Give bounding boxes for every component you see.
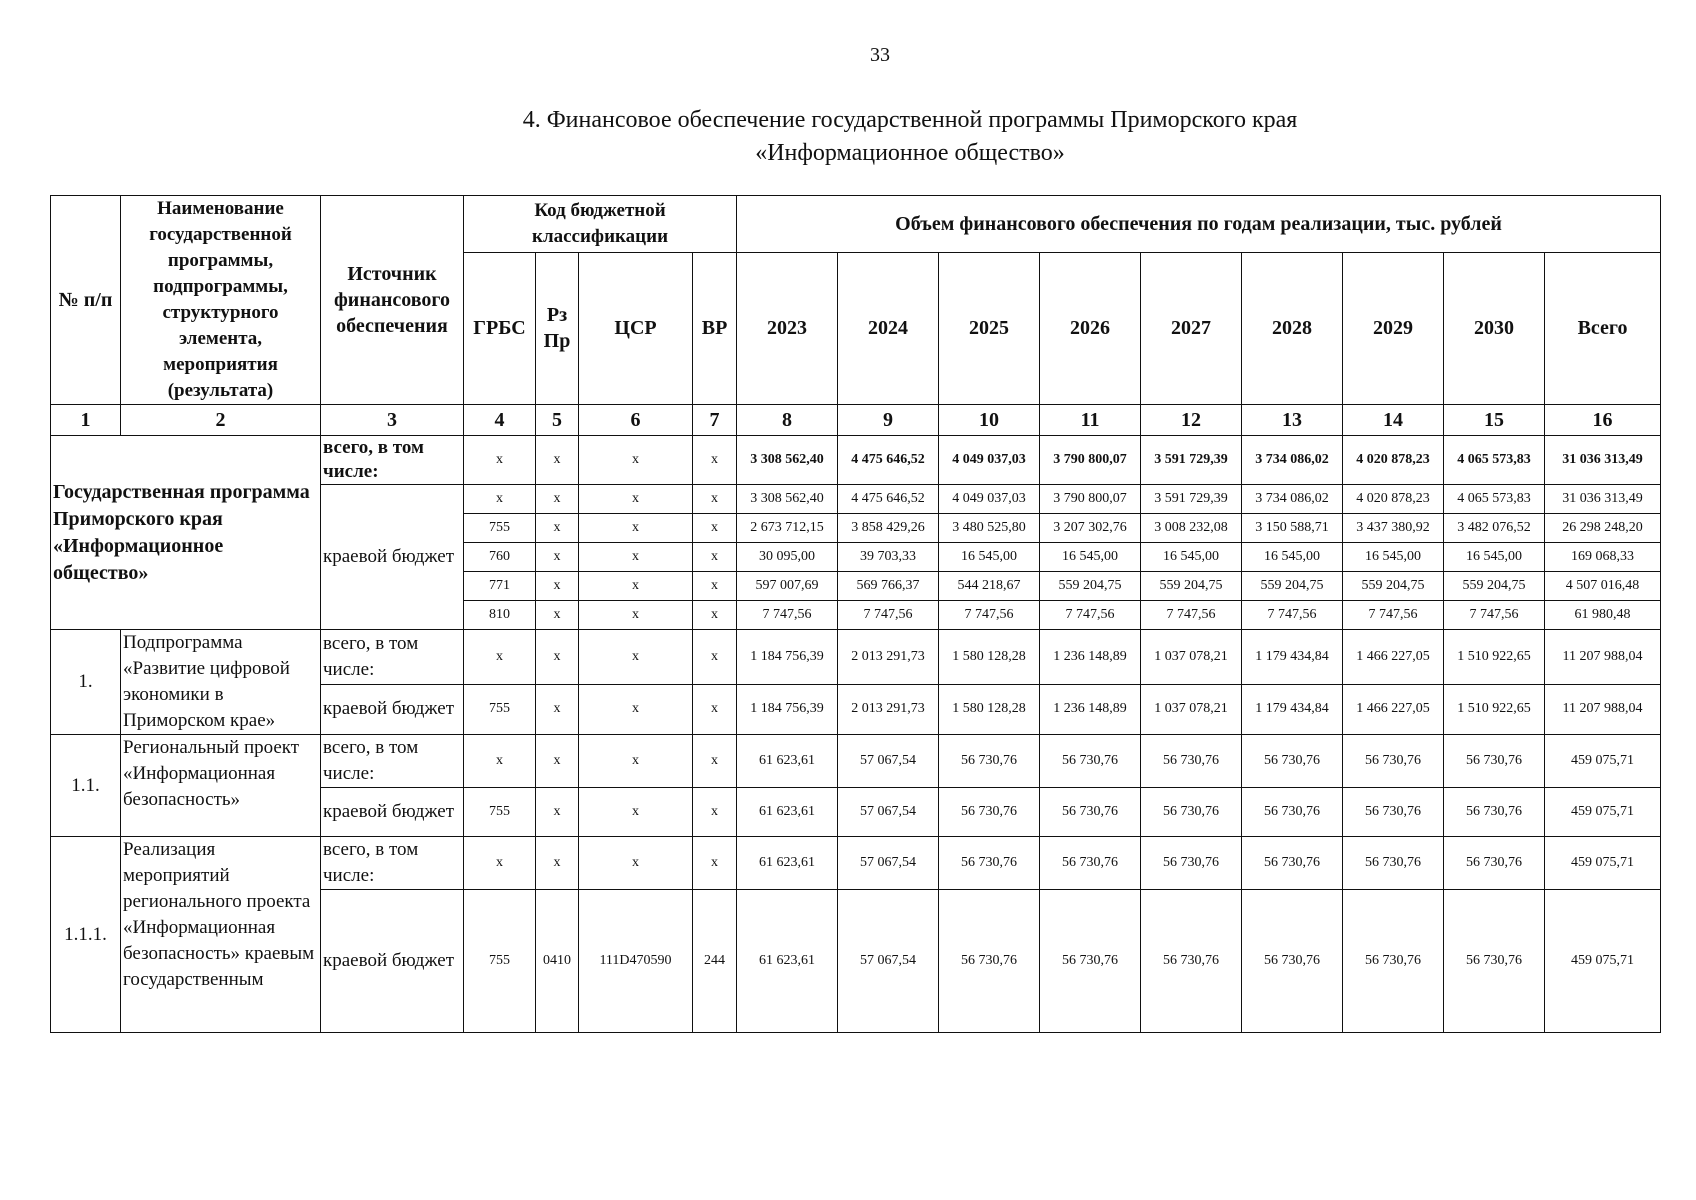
grbs-cell: x	[464, 630, 536, 685]
column-number: 2	[121, 405, 321, 436]
rzpr-cell: x	[536, 436, 579, 485]
rzpr-cell: x	[536, 485, 579, 514]
year-value-cell: 57 067,54	[838, 837, 939, 890]
grbs-cell: x	[464, 485, 536, 514]
year-value-cell: 544 218,67	[939, 572, 1040, 601]
total-value-cell: 26 298 248,20	[1545, 514, 1661, 543]
total-value-cell: 169 068,33	[1545, 543, 1661, 572]
year-value-cell: 4 065 573,83	[1444, 485, 1545, 514]
column-number: 15	[1444, 405, 1545, 436]
grbs-cell: x	[464, 837, 536, 890]
year-value-cell: 3 591 729,39	[1141, 485, 1242, 514]
rzpr-cell: x	[536, 837, 579, 890]
year-value-cell: 3 858 429,26	[838, 514, 939, 543]
year-value-cell: 56 730,76	[1141, 890, 1242, 1033]
year-value-cell: 3 790 800,07	[1040, 485, 1141, 514]
source-cell: всего, в том числе:	[321, 735, 464, 788]
year-value-cell: 57 067,54	[838, 735, 939, 788]
vr-cell: x	[693, 485, 737, 514]
year-value-cell: 7 747,56	[1343, 601, 1444, 630]
rzpr-cell: x	[536, 543, 579, 572]
year-value-cell: 57 067,54	[838, 890, 939, 1033]
year-value-cell: 16 545,00	[1040, 543, 1141, 572]
source-cell: краевой бюджет	[321, 788, 464, 837]
vr-cell: x	[693, 735, 737, 788]
year-value-cell: 56 730,76	[1040, 735, 1141, 788]
rzpr-cell: x	[536, 684, 579, 734]
total-value-cell: 459 075,71	[1545, 788, 1661, 837]
column-number: 10	[939, 405, 1040, 436]
year-value-cell: 39 703,33	[838, 543, 939, 572]
year-value-cell: 4 475 646,52	[838, 436, 939, 485]
year-value-cell: 3 437 380,92	[1343, 514, 1444, 543]
vr-cell: x	[693, 630, 737, 685]
year-value-cell: 7 747,56	[1242, 601, 1343, 630]
total-value-cell: 61 980,48	[1545, 601, 1661, 630]
year-value-cell: 56 730,76	[1242, 890, 1343, 1033]
header-total: Всего	[1545, 252, 1661, 404]
total-value-cell: 11 207 988,04	[1545, 630, 1661, 685]
year-value-cell: 16 545,00	[1141, 543, 1242, 572]
year-value-cell: 4 020 878,23	[1343, 485, 1444, 514]
column-number: 8	[737, 405, 838, 436]
page-number: 33	[870, 44, 890, 66]
header-year-2024: 2024	[838, 252, 939, 404]
column-number: 5	[536, 405, 579, 436]
year-value-cell: 56 730,76	[1343, 788, 1444, 837]
year-value-cell: 559 204,75	[1242, 572, 1343, 601]
grbs-cell: 760	[464, 543, 536, 572]
year-value-cell: 3 308 562,40	[737, 436, 838, 485]
year-value-cell: 56 730,76	[1343, 735, 1444, 788]
header-year-2027: 2027	[1141, 252, 1242, 404]
year-value-cell: 1 037 078,21	[1141, 630, 1242, 685]
year-value-cell: 7 747,56	[1141, 601, 1242, 630]
year-value-cell: 3 008 232,08	[1141, 514, 1242, 543]
year-value-cell: 3 790 800,07	[1040, 436, 1141, 485]
header-rzpr: Рз Пр	[536, 252, 579, 404]
year-value-cell: 3 150 588,71	[1242, 514, 1343, 543]
vr-cell: x	[693, 572, 737, 601]
csr-cell: x	[579, 572, 693, 601]
year-value-cell: 56 730,76	[1242, 837, 1343, 890]
year-value-cell: 16 545,00	[1242, 543, 1343, 572]
csr-cell: x	[579, 601, 693, 630]
rzpr-cell: x	[536, 601, 579, 630]
grbs-cell: 755	[464, 514, 536, 543]
year-value-cell: 1 466 227,05	[1343, 684, 1444, 734]
program-name-cell: Государственная программа Приморского края «Информационное общество»	[51, 436, 321, 630]
grbs-cell: 810	[464, 601, 536, 630]
column-number: 12	[1141, 405, 1242, 436]
item-number-cell: 1.1.1.	[51, 837, 121, 1033]
column-number: 11	[1040, 405, 1141, 436]
vr-cell: x	[693, 436, 737, 485]
vr-cell: x	[693, 543, 737, 572]
total-value-cell: 459 075,71	[1545, 837, 1661, 890]
table-row	[51, 436, 1661, 485]
item-number-cell: 1.	[51, 630, 121, 735]
column-number: 16	[1545, 405, 1661, 436]
rzpr-cell: x	[536, 514, 579, 543]
header-year-2023: 2023	[737, 252, 838, 404]
financing-table	[50, 195, 1661, 1033]
csr-cell: x	[579, 514, 693, 543]
total-value-cell: 459 075,71	[1545, 735, 1661, 788]
header-year-2030: 2030	[1444, 252, 1545, 404]
year-value-cell: 1 236 148,89	[1040, 630, 1141, 685]
year-value-cell: 3 480 525,80	[939, 514, 1040, 543]
csr-cell: x	[579, 630, 693, 685]
total-value-cell: 459 075,71	[1545, 890, 1661, 1033]
year-value-cell: 1 580 128,28	[939, 684, 1040, 734]
rzpr-cell: 0410	[536, 890, 579, 1033]
year-value-cell: 61 623,61	[737, 735, 838, 788]
year-value-cell: 61 623,61	[737, 788, 838, 837]
source-cell: всего, в том числе:	[321, 630, 464, 685]
year-value-cell: 30 095,00	[737, 543, 838, 572]
year-value-cell: 559 204,75	[1444, 572, 1545, 601]
year-value-cell: 1 580 128,28	[939, 630, 1040, 685]
header-no: № п/п	[51, 196, 121, 405]
grbs-cell: x	[464, 436, 536, 485]
year-value-cell: 7 747,56	[838, 601, 939, 630]
source-cell: краевой бюджет	[321, 684, 464, 734]
grbs-cell: x	[464, 735, 536, 788]
header-year-2025: 2025	[939, 252, 1040, 404]
source-cell: краевой бюджет	[321, 485, 464, 630]
year-value-cell: 57 067,54	[838, 788, 939, 837]
year-value-cell: 56 730,76	[1444, 837, 1545, 890]
year-value-cell: 1 037 078,21	[1141, 684, 1242, 734]
year-value-cell: 3 207 302,76	[1040, 514, 1141, 543]
year-value-cell: 4 065 573,83	[1444, 436, 1545, 485]
table-row	[51, 630, 1661, 685]
csr-cell: 111D470590	[579, 890, 693, 1033]
header-code-group: Код бюджетной классификации	[464, 196, 737, 253]
year-value-cell: 56 730,76	[939, 788, 1040, 837]
vr-cell: x	[693, 788, 737, 837]
year-value-cell: 597 007,69	[737, 572, 838, 601]
year-value-cell: 56 730,76	[1343, 890, 1444, 1033]
year-value-cell: 7 747,56	[1040, 601, 1141, 630]
year-value-cell: 56 730,76	[1242, 735, 1343, 788]
year-value-cell: 1 510 922,65	[1444, 684, 1545, 734]
year-value-cell: 4 475 646,52	[838, 485, 939, 514]
rzpr-cell: x	[536, 630, 579, 685]
year-value-cell: 1 179 434,84	[1242, 630, 1343, 685]
csr-cell: x	[579, 837, 693, 890]
rzpr-cell: x	[536, 735, 579, 788]
header-grbs: ГРБС	[464, 252, 536, 404]
vr-cell: x	[693, 601, 737, 630]
csr-cell: x	[579, 436, 693, 485]
year-value-cell: 56 730,76	[1444, 788, 1545, 837]
csr-cell: x	[579, 788, 693, 837]
year-value-cell: 61 623,61	[737, 837, 838, 890]
csr-cell: x	[579, 735, 693, 788]
year-value-cell: 4 049 037,03	[939, 436, 1040, 485]
header-row-1	[51, 196, 1661, 253]
year-value-cell: 559 204,75	[1141, 572, 1242, 601]
year-value-cell: 569 766,37	[838, 572, 939, 601]
grbs-cell: 755	[464, 684, 536, 734]
year-value-cell: 2 013 291,73	[838, 684, 939, 734]
column-number: 14	[1343, 405, 1444, 436]
year-value-cell: 2 013 291,73	[838, 630, 939, 685]
year-value-cell: 56 730,76	[1242, 788, 1343, 837]
vr-cell: 244	[693, 890, 737, 1033]
table-row	[51, 837, 1661, 890]
column-number: 7	[693, 405, 737, 436]
column-numbers-row	[51, 405, 1661, 436]
header-csr: ЦСР	[579, 252, 693, 404]
year-value-cell: 3 308 562,40	[737, 485, 838, 514]
total-value-cell: 31 036 313,49	[1545, 436, 1661, 485]
vr-cell: x	[693, 684, 737, 734]
year-value-cell: 1 510 922,65	[1444, 630, 1545, 685]
rzpr-cell: x	[536, 572, 579, 601]
column-number: 6	[579, 405, 693, 436]
column-number: 3	[321, 405, 464, 436]
item-name-cell: Подпрограмма «Развитие цифровой экономики в Приморском крае»	[121, 630, 321, 735]
source-cell: всего, в том числе:	[321, 837, 464, 890]
item-name-cell: Региональный проект «Информационная безопасность»	[121, 735, 321, 837]
grbs-cell: 755	[464, 890, 536, 1033]
year-value-cell: 7 747,56	[939, 601, 1040, 630]
year-value-cell: 7 747,56	[737, 601, 838, 630]
header-vr: ВР	[693, 252, 737, 404]
total-value-cell: 11 207 988,04	[1545, 684, 1661, 734]
vr-cell: x	[693, 837, 737, 890]
header-year-2028: 2028	[1242, 252, 1343, 404]
year-value-cell: 16 545,00	[1343, 543, 1444, 572]
year-value-cell: 3 482 076,52	[1444, 514, 1545, 543]
year-value-cell: 56 730,76	[1444, 735, 1545, 788]
document-title	[410, 104, 1410, 170]
year-value-cell: 1 184 756,39	[737, 684, 838, 734]
year-value-cell: 4 020 878,23	[1343, 436, 1444, 485]
year-value-cell: 56 730,76	[1040, 788, 1141, 837]
total-value-cell: 31 036 313,49	[1545, 485, 1661, 514]
year-value-cell: 4 049 037,03	[939, 485, 1040, 514]
year-value-cell: 3 734 086,02	[1242, 436, 1343, 485]
header-source: Источник финансового обеспечения	[321, 196, 464, 405]
header-volume-group: Объем финансового обеспечения по годам реализации, тыс. рублей	[737, 196, 1661, 253]
year-value-cell: 56 730,76	[1141, 788, 1242, 837]
year-value-cell: 1 179 434,84	[1242, 684, 1343, 734]
year-value-cell: 7 747,56	[1444, 601, 1545, 630]
csr-cell: x	[579, 543, 693, 572]
year-value-cell: 56 730,76	[1040, 890, 1141, 1033]
total-value-cell: 4 507 016,48	[1545, 572, 1661, 601]
vr-cell: x	[693, 514, 737, 543]
column-number: 13	[1242, 405, 1343, 436]
year-value-cell: 56 730,76	[1040, 837, 1141, 890]
grbs-cell: 771	[464, 572, 536, 601]
header-year-2026: 2026	[1040, 252, 1141, 404]
year-value-cell: 56 730,76	[939, 837, 1040, 890]
title-line-1: 4. Финансовое обеспечение государственной программы Приморского края	[522, 107, 1298, 133]
year-value-cell: 559 204,75	[1040, 572, 1141, 601]
year-value-cell: 1 184 756,39	[737, 630, 838, 685]
year-value-cell: 56 730,76	[1343, 837, 1444, 890]
year-value-cell: 56 730,76	[939, 890, 1040, 1033]
column-number: 1	[51, 405, 121, 436]
grbs-cell: 755	[464, 788, 536, 837]
year-value-cell: 56 730,76	[1141, 837, 1242, 890]
item-name-cell: Реализация мероприятий регионального проекта «Информационная безопасность» краевым государственным	[121, 837, 321, 1033]
header-year-2029: 2029	[1343, 252, 1444, 404]
item-number-cell: 1.1.	[51, 735, 121, 837]
year-value-cell: 56 730,76	[1141, 735, 1242, 788]
year-value-cell: 16 545,00	[1444, 543, 1545, 572]
column-number: 4	[464, 405, 536, 436]
header-name: Наименование государственной программы, подпрограммы, структурного элемента, мероприятия (результата)	[121, 196, 321, 405]
source-cell: краевой бюджет	[321, 890, 464, 1033]
year-value-cell: 559 204,75	[1343, 572, 1444, 601]
year-value-cell: 56 730,76	[939, 735, 1040, 788]
year-value-cell: 56 730,76	[1444, 890, 1545, 1033]
column-number: 9	[838, 405, 939, 436]
title-line-2: «Информационное общество»	[755, 140, 1065, 166]
year-value-cell: 3 734 086,02	[1242, 485, 1343, 514]
year-value-cell: 1 466 227,05	[1343, 630, 1444, 685]
year-value-cell: 1 236 148,89	[1040, 684, 1141, 734]
year-value-cell: 16 545,00	[939, 543, 1040, 572]
year-value-cell: 2 673 712,15	[737, 514, 838, 543]
csr-cell: x	[579, 684, 693, 734]
rzpr-cell: x	[536, 788, 579, 837]
year-value-cell: 3 591 729,39	[1141, 436, 1242, 485]
csr-cell: x	[579, 485, 693, 514]
year-value-cell: 61 623,61	[737, 890, 838, 1033]
table-row	[51, 735, 1661, 788]
source-cell: всего, в том числе:	[321, 436, 464, 485]
